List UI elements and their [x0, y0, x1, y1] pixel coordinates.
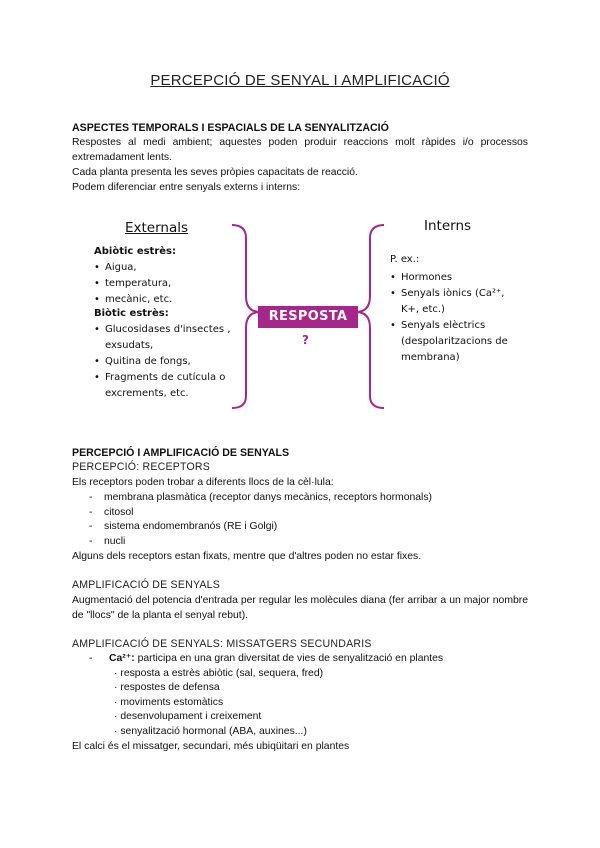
- list-item: • Aigua,: [94, 260, 244, 276]
- interns-list: [390, 270, 515, 366]
- list-item: - sistema endomembranós (RE i Golgi): [72, 520, 532, 535]
- abiotic-list: [94, 260, 244, 308]
- interns-intro: P. ex.:: [390, 254, 420, 265]
- abiotic-label: Abiòtic estrès:: [94, 246, 176, 257]
- biotic-list: [94, 322, 246, 402]
- list-item: • Senyals elèctrics (despolaritzacions de membrana): [390, 318, 515, 366]
- list-item: • Glucosidases d'insectes , exsudats,: [94, 322, 246, 354]
- list-item: · desenvolupament i creixement: [114, 710, 532, 725]
- section1-paragraph: [72, 135, 528, 195]
- list-item: · resposta a estrès abiòtic (sal, sequera, fred): [114, 667, 532, 682]
- list-item: • temperatura,: [94, 276, 244, 292]
- calcium-text: participa en una gran diversitat de vies de senyalització en plantes: [134, 653, 444, 664]
- calcium-label: Ca²⁺:: [109, 653, 135, 664]
- calcium-subitems: [72, 667, 532, 740]
- resposta-box: RESPOSTA: [258, 306, 358, 328]
- list-item: - membrana plasmàtica (receptor danys mecànics, receptors hormonals): [72, 491, 532, 506]
- list-item: • Quitina de fongs,: [94, 354, 246, 370]
- section1-para1: Respostes al medi ambient; aquestes poden produir reaccions molt ràpides i/o processos extremadament lents.: [72, 137, 528, 163]
- list-item: • Senyals iònics (Ca²⁺, K+, etc.): [390, 286, 515, 318]
- subheading-receptors: PERCEPCIÓ: RECEPTORS: [72, 461, 211, 473]
- receptors-intro: Els receptors poden trobar a diferents llocs de la cèl·lula:: [72, 477, 334, 488]
- signal-diagram: [84, 212, 534, 412]
- subheading-amplification: AMPLIFICACIÓ DE SENYALS: [72, 579, 221, 591]
- receptors-closing: Alguns dels receptors estan fixats, mentre que d'altres poden no estar fixes.: [72, 551, 422, 562]
- externals-title: Externals: [125, 220, 189, 236]
- list-item: - nucli: [72, 535, 532, 550]
- section-heading-perception: PERCEPCIÓ I AMPLIFICACIÓ DE SENYALS: [72, 447, 290, 459]
- calcium-closing: El calci és el missatger, secundari, més ubiqüitari en plantes: [72, 741, 350, 752]
- calcium-item: - Ca²⁺: participa en una gran diversitat de vies de senyalització en plantes · resposta a estrès abiòtic (sal, sequera, fred) · respostes de defensa · moviments estomàtics · desenvolupament i creixement · senyalització hormonal (ABA, auxines...): [72, 652, 532, 740]
- list-item: · respostes de defensa: [114, 681, 532, 696]
- list-item: • Hormones: [390, 270, 515, 286]
- interns-title: Interns: [424, 218, 472, 234]
- page-title: PERCEPCIÓ DE SENYAL I AMPLIFICACIÓ: [150, 72, 450, 89]
- list-item: - citosol: [72, 506, 532, 521]
- list-item: • Fragments de cutícula o excrements, etc.: [94, 370, 246, 402]
- list-item: · senyalització hormonal (ABA, auxines...): [114, 725, 532, 740]
- section1-para3: Podem diferenciar entre senyals externs i interns:: [72, 182, 301, 193]
- question-mark: ?: [302, 333, 309, 347]
- subheading-second-messengers: AMPLIFICACIÓ DE SENYALS: MISSATGERS SECUNDARIS: [72, 638, 372, 650]
- list-item: • mecànic, etc.: [94, 292, 244, 308]
- amplification-paragraph: Augmentació del potencia d'entrada per regular les molècules diana (fer arribar a un major nombre de "llocs" de la planta el senyal rebut).: [72, 595, 528, 621]
- right-brace: [356, 225, 384, 408]
- list-item: · moviments estomàtics: [114, 696, 532, 711]
- section-heading-temporal: ASPECTES TEMPORALS I ESPACIALS DE LA SENYALITZACIÓ: [72, 122, 389, 134]
- biotic-label: Biòtic estrès:: [94, 308, 169, 319]
- receptor-locations: [72, 491, 532, 549]
- section1-para2: Cada planta presenta les seves pròpies capacitats de reacció.: [72, 167, 358, 178]
